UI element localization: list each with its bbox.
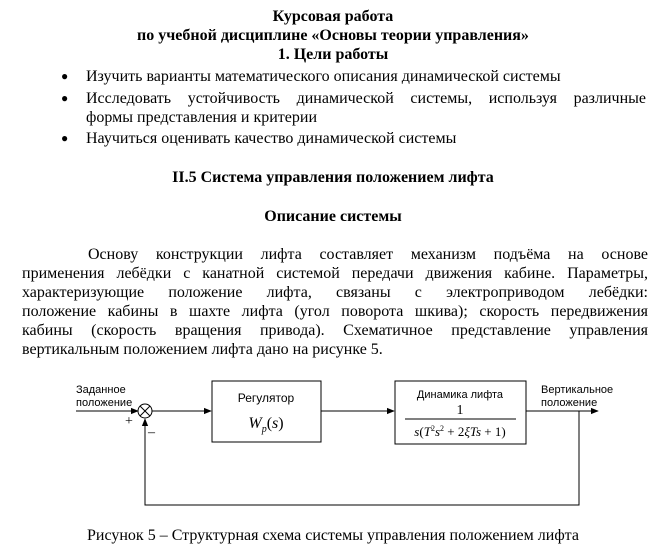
output-label: Вертикальное: [541, 384, 614, 396]
list-item-continuation: формы представления и критерии: [86, 109, 318, 126]
dynamics-title: Динамика лифта: [416, 389, 504, 401]
paragraph-line: применения лебёдки с канатной системой передачи движения кабине. Параметры,: [22, 265, 648, 282]
plus-sign: +: [125, 414, 133, 429]
figure-caption: Рисунок 5 – Структурная схема системы управления положением лифта: [87, 527, 579, 544]
bullet-icon: ●: [61, 131, 69, 145]
regulator-transfer-function: $W_p(s)$: [248, 415, 284, 435]
paragraph-line: кабины (скорость вращения привода). Схематичное представление управления: [22, 322, 648, 339]
section-goals-heading: 1. Цели работы: [277, 46, 389, 63]
list-item: Научиться оценивать качество динамической системы: [86, 130, 457, 147]
paragraph-line: положение кабины в шахте лифта (угол поворота шкива); скорость передвижения: [22, 303, 648, 320]
bullet-icon: ●: [61, 91, 69, 105]
input-label: положение: [76, 397, 133, 409]
document-title: Курсовая работа: [272, 8, 394, 25]
summing-junction: [138, 404, 152, 418]
regulator-title: Регулятор: [237, 391, 295, 405]
list-item: Исследовать устойчивость динамической системы, используя различные: [86, 90, 646, 107]
bullet-icon: ●: [61, 69, 69, 83]
document-subtitle: по учебной дисциплине «Основы теории управления»: [137, 27, 529, 44]
block-diagram: [0, 370, 666, 520]
output-label: положение: [541, 397, 598, 409]
dynamics-denominator: $s(T^2s^2 + 2\xi Ts + 1)$: [414, 424, 506, 439]
dynamics-numerator: 1: [456, 403, 464, 418]
paragraph-line: характеризующие положение лифта, связаны с электроприводом лебёдки:: [22, 284, 648, 301]
subsection-heading: Описание системы: [264, 208, 402, 225]
minus-sign: –: [148, 425, 155, 440]
input-label: Заданное: [76, 384, 126, 396]
section-heading: II.5 Система управления положением лифта: [172, 169, 494, 186]
list-item: Изучить варианты математического описания динамической системы: [86, 68, 561, 85]
paragraph-line: вертикальным положением лифта дано на рисунке 5.: [22, 341, 383, 358]
paragraph-line: Основу конструкции лифта составляет механизм подъёма на основе: [88, 246, 648, 263]
